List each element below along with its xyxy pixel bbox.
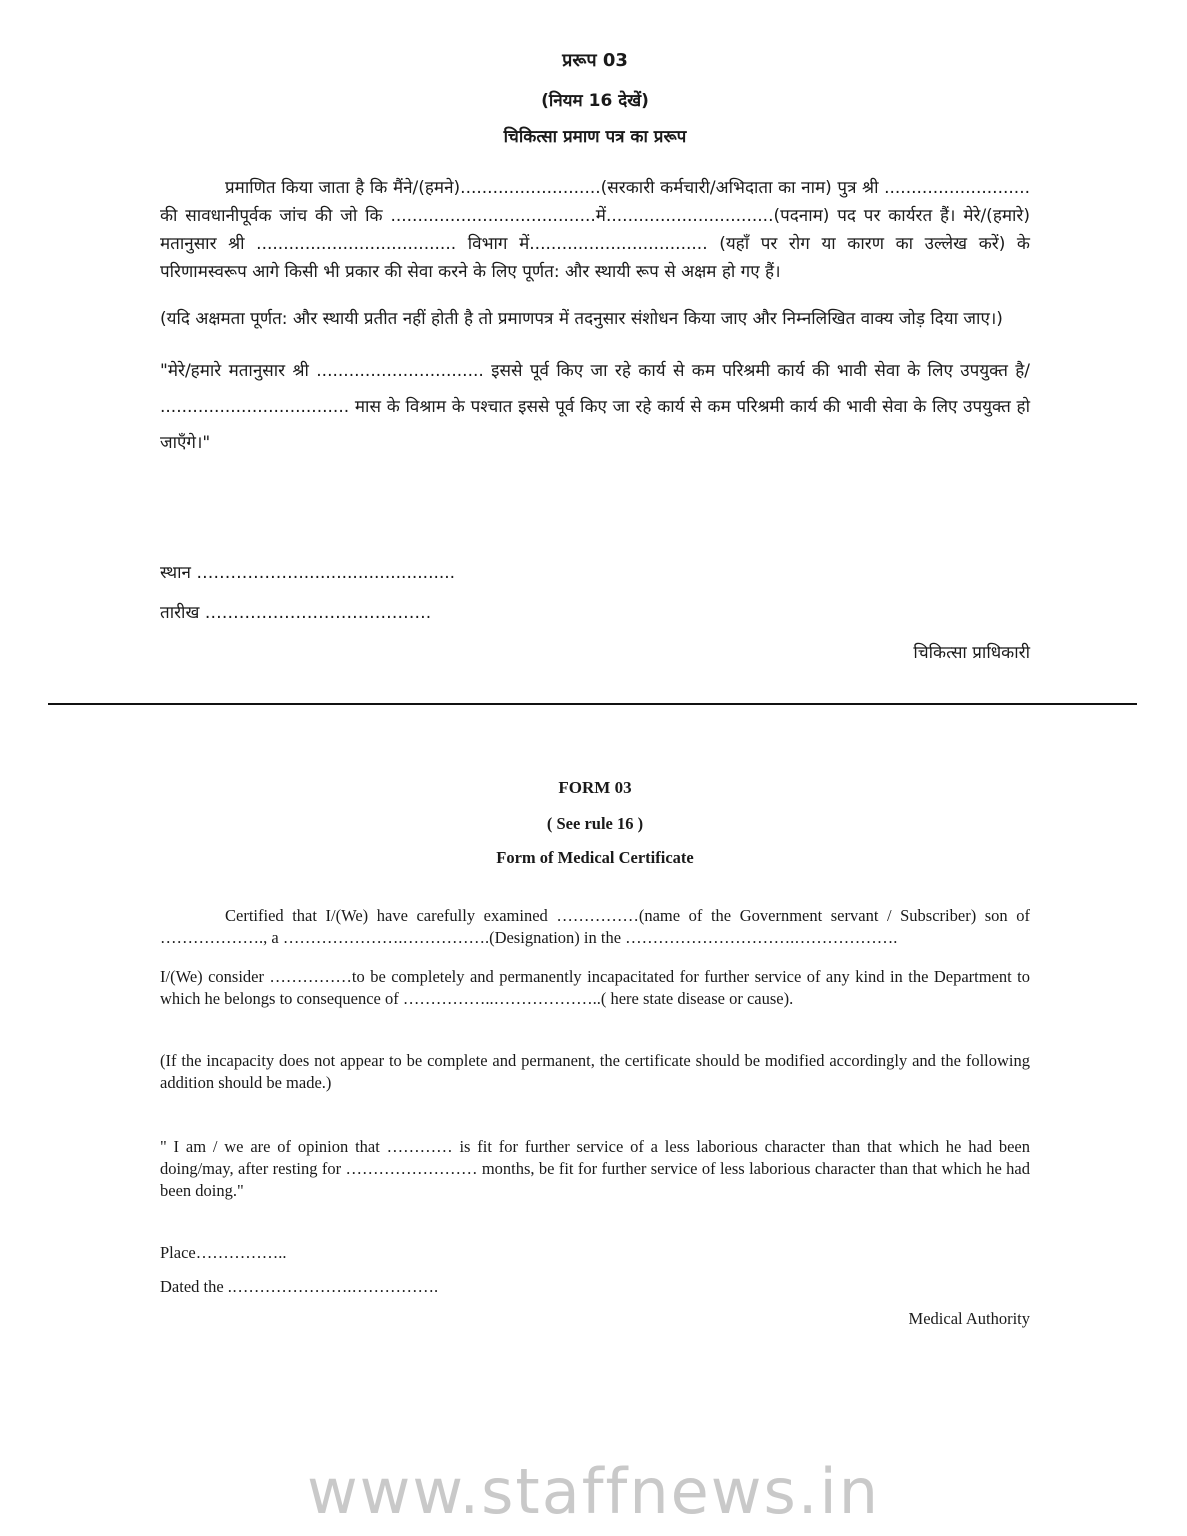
- hindi-medical-authority-signature: चिकित्सा प्राधिकारी: [913, 643, 1030, 663]
- hindi-section: [160, 0, 1030, 665]
- hindi-place-field: स्थान ……………….............................: [160, 563, 456, 583]
- hindi-paragraph-opinion: "मेरे/हमारे मतानुसार श्री ............................... इससे पूर्व किए जा रहे कार्य से कम परिश्रमी कार्य की भावी सेवा के लिए उपयुक्त है/ ................................... मास के विश्राम के पश्चात इससे पूर्व किए जा रहे कार्य से कम परिश्रमी कार्य की भावी सेवा के लिए उपयुक्त हो जाएँगे।": [160, 361, 1030, 453]
- english-paragraph-incapacity: I/(We) consider ……………to be completely and permanently incapacitated for further service of any kind in the Department to which he belongs to consequence of ……………..………………..( here state disease or cause).: [160, 966, 1030, 1008]
- english-paragraph-modification-note: (If the incapacity does not appear to be complete and permanent, the certificate should be modified accordingly and the following addition should be made.): [160, 1050, 1030, 1092]
- watermark: www.staffnews.in: [306, 1455, 881, 1528]
- english-place-field: Place……………..: [160, 1242, 287, 1262]
- english-medical-authority-signature: Medical Authority: [908, 1308, 1030, 1328]
- hindi-certificate-heading: चिकित्सा प्रमाण पत्र का प्ररूप: [503, 127, 687, 147]
- hindi-paragraph-modification-note: (यदि अक्षमता पूर्णत: और स्थायी प्रतीत नहीं होती है तो प्रमाणपत्र में तदनुसार संशोधन किया जाए और निम्नलिखित वाक्य जोड़ दिया जाए।): [160, 309, 1003, 329]
- english-certificate-heading: Form of Medical Certificate: [496, 848, 694, 867]
- english-paragraph-opinion: " I am / we are of opinion that ………… is fit for further service of a less laborious character than that which he had been doing/may, after resting for …………………… months, be fit for further service of less laborious character than that which he had been doing.": [160, 1136, 1030, 1200]
- hindi-date-field: तारीख ………………………………….: [160, 603, 432, 623]
- english-rule-subtitle: ( See rule 16 ): [546, 814, 644, 833]
- english-section: [160, 777, 1030, 1330]
- hindi-rule-subtitle: (नियम 16 देखें): [541, 91, 649, 111]
- english-dated-field: Dated the .………………….…………….: [160, 1276, 439, 1296]
- section-divider: [48, 703, 1137, 705]
- hindi-paragraph-certification: प्रमाणित किया जाता है कि मैंने/(हमने)..........................(सरकारी कर्मचारी/अभिदाता का नाम) पुत्र श्री ........................... की सावधानीपूर्वक जांच की जो कि ......................................में...............................(पदनाम) पद पर कार्यरत हैं। मेरे/(हमारे) मतानुसार श्री ..................................... विभाग में................................. (यहाँ पर रोग या कारण का उल्लेख करें) के परिणामस्वरूप आगे किसी भी प्रकार की सेवा करने के लिए पूर्णत: और स्थायी रूप से अक्षम हो गए हैं।: [160, 178, 1030, 282]
- english-paragraph-certification: Certified that I/(We) have carefully examined ……………(name of the Government servant / Subscriber) son of ………………., a ………………….…………….(Designation) in the ………………………….……………….: [160, 906, 1030, 947]
- hindi-form-title: प्ररूप 03: [562, 50, 628, 71]
- english-form-title: FORM 03: [558, 778, 632, 797]
